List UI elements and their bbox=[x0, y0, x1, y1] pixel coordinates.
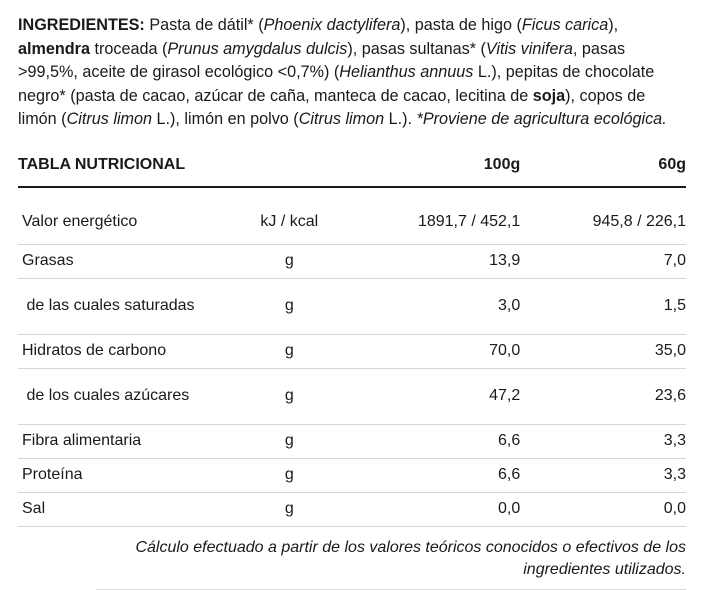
value-60g: 1,5 bbox=[520, 278, 686, 334]
table-row bbox=[18, 492, 686, 526]
value-100g: 47,2 bbox=[358, 368, 520, 424]
ingredients-text: L.), pepitas de chocolate negro* (pasta de cacao, azúcar de caña, manteca de cacao, lecitina de bbox=[18, 63, 655, 105]
latin-name: Ficus carica bbox=[521, 16, 609, 34]
latin-name: Prunus amygdalus dulcis bbox=[167, 39, 348, 58]
allergen-almond: almendra bbox=[18, 39, 90, 58]
ingredients-text: , pasas >99,5%, aceite de girasol ecológico <0,7%) ( bbox=[18, 39, 626, 82]
allergen-soy: soja bbox=[532, 86, 566, 105]
latin-name: Phoenix dactylifera bbox=[263, 16, 401, 34]
row-unit: g bbox=[220, 278, 358, 334]
value-100g: 1891,7 / 452,1 bbox=[358, 187, 520, 245]
ingredients-text: ), copos de limón ( bbox=[18, 86, 646, 129]
table-row bbox=[18, 244, 686, 278]
value-100g: 0,0 bbox=[358, 492, 520, 526]
table-row bbox=[18, 334, 686, 368]
organic-footnote: *Proviene de agricultura ecológica. bbox=[416, 110, 667, 129]
row-unit: g bbox=[220, 492, 358, 526]
latin-name: Citrus limon bbox=[66, 110, 153, 129]
table-row bbox=[18, 278, 686, 334]
ingredients-text: ), pasta de higo ( bbox=[400, 16, 522, 34]
header-60g: 60g bbox=[520, 152, 686, 187]
calculation-note: Cálculo efectuado a partir de los valores teóricos conocidos o efectivos de los ingredientes utilizados. bbox=[96, 537, 686, 590]
row-label: Valor energético bbox=[18, 187, 220, 245]
row-label: Sal bbox=[18, 492, 220, 526]
table-row bbox=[18, 368, 686, 424]
value-60g: 0,0 bbox=[520, 492, 686, 526]
table-header-row bbox=[18, 152, 686, 187]
row-unit: g bbox=[220, 368, 358, 424]
value-100g: 13,9 bbox=[358, 244, 520, 278]
row-label: Proteína bbox=[18, 458, 220, 492]
ingredients-text: L.), limón en polvo ( bbox=[152, 110, 299, 129]
nutrition-document bbox=[18, 14, 686, 590]
ingredients-heading: INGREDIENTES: bbox=[18, 16, 145, 34]
ingredients-text: troceada ( bbox=[89, 39, 168, 58]
value-60g: 35,0 bbox=[520, 334, 686, 368]
value-60g: 7,0 bbox=[520, 244, 686, 278]
ingredients-text: ), bbox=[608, 16, 619, 34]
row-unit: g bbox=[220, 244, 358, 278]
unit-header bbox=[220, 152, 358, 187]
row-label: Grasas bbox=[18, 244, 220, 278]
row-unit: g bbox=[220, 334, 358, 368]
value-100g: 3,0 bbox=[358, 278, 520, 334]
ingredients-paragraph bbox=[18, 14, 686, 132]
latin-name: Vitis vinifera bbox=[485, 39, 573, 58]
row-unit: g bbox=[220, 424, 358, 458]
value-100g: 6,6 bbox=[358, 458, 520, 492]
value-60g: 23,6 bbox=[520, 368, 686, 424]
nutrition-table bbox=[18, 152, 686, 527]
latin-name: Helianthus annuus bbox=[339, 63, 474, 82]
table-row bbox=[18, 187, 686, 245]
table-row bbox=[18, 424, 686, 458]
ingredients-text: Pasta de dátil* ( bbox=[144, 16, 264, 34]
row-unit: g bbox=[220, 458, 358, 492]
header-100g: 100g bbox=[358, 152, 520, 187]
value-100g: 6,6 bbox=[358, 424, 520, 458]
row-label: de los cuales azúcares bbox=[18, 368, 220, 424]
latin-name: Citrus limon bbox=[298, 110, 385, 129]
ingredients-text: ), pasas sultanas* ( bbox=[347, 39, 486, 58]
row-unit: kJ / kcal bbox=[220, 187, 358, 245]
ingredients-text: L.). bbox=[384, 110, 417, 129]
value-60g: 945,8 / 226,1 bbox=[520, 187, 686, 245]
row-label: de las cuales saturadas bbox=[18, 278, 220, 334]
row-label: Hidratos de carbono bbox=[18, 334, 220, 368]
value-60g: 3,3 bbox=[520, 424, 686, 458]
value-100g: 70,0 bbox=[358, 334, 520, 368]
table-title: TABLA NUTRICIONAL bbox=[18, 152, 220, 187]
table-row bbox=[18, 458, 686, 492]
value-60g: 3,3 bbox=[520, 458, 686, 492]
row-label: Fibra alimentaria bbox=[18, 424, 220, 458]
